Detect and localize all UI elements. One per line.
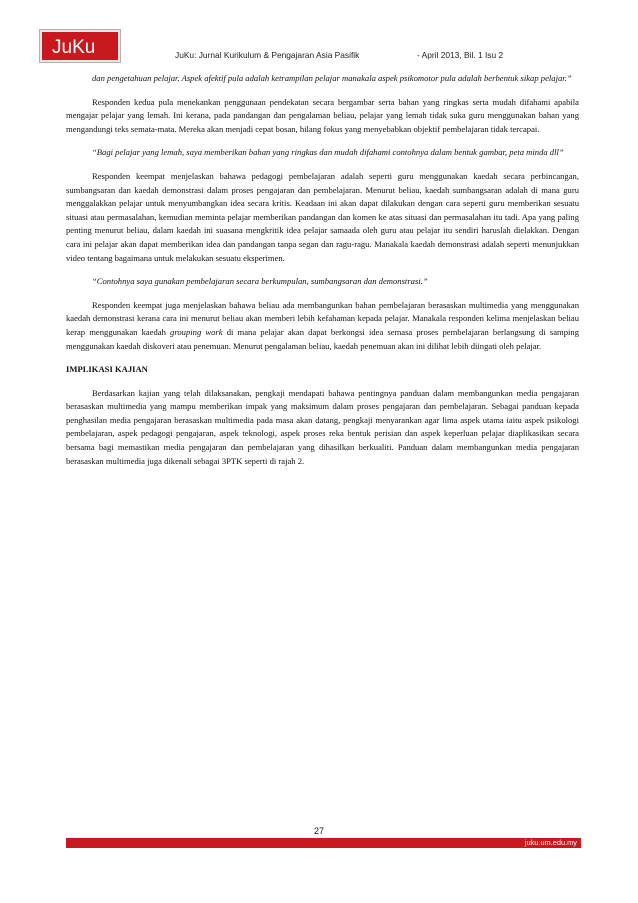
quote-block: dan pengetahuan pelajar. Aspek afektif pula adalah ketrampilan pelajar manakala aspek psikomotor pula adalah berbentuk sikap pelajar.”	[92, 73, 572, 83]
paragraph-text: di mana pelajar akan dapat berkongsi idea semasa proses pembelajaran berlangsung di samping menggunakan kaedah diskoveri atau penemuan. Menurut pengalaman beliau, kaedah penemuan akan ini dilihat lebih diingati oleh pelajar.	[66, 326, 579, 351]
article-body	[66, 72, 579, 468]
logo-text: JuKu	[52, 37, 96, 58]
quote-block: “Contohnya saya gunakan pembelajaran secara berkumpulan, sumbangsaran dan demonstrasi.”	[92, 276, 428, 287]
section-heading: IMPLIKASI KAJIAN	[66, 364, 148, 375]
paragraph-text: Responden keempat juga menjelaskan bahawa beliau ada membangunkan bahan pembelajaran berasaskan multimedia yang menggunakan kaedah demonstrasi kerana cara ini menurut beliau akan memberi lebih kefahaman kepada pelajar. Manakala responden kelima menjelaskan beliau kerap menggunakan kaedah	[66, 299, 579, 337]
page-number: 27	[313, 826, 324, 836]
journal-logo	[40, 30, 120, 62]
journal-title: JuKu: Jurnal Kurikulum & Pengajaran Asia Pasifik	[175, 50, 360, 60]
body-paragraph: Responden keempat menjelaskan bahawa pedagogi pembelajaran adalah seperti guru menggunakan kaedah secara perbincangan, sumbangsaran dan kaedah demonstrasi dalam proses pengajaran dan pembelajaran. Menurut beliau, kaedah sumbangsaran adalah di mana guru menggalakkan pelajar untuk menyumbangkan idea secara kritis. Keadaan ini akan dapat dilakukan dengan cara seperti guru memberikan sesuatu situasi atau permasalahan, kemudian meminta pelajar memberikan pandangan dan komen ke atas situasi dan permasalahan itu tadi. Apa yang paling penting menurut beliau, dalam kaedah ini suasana mengkritik idea pelajar samaada oleh guru atau pelajar itu sendiri haruslah dielakkan. Dengan cara ini pelajar akan dapat memberikan idea dan pandangan tanpa segan dan ragu-ragu. Manakala kaedah demonstrasi adalah seperti menunjukkan video tentang bagaimana untuk melakukan sesuatu eksperimen.	[66, 170, 579, 263]
body-paragraph	[66, 299, 579, 353]
body-paragraph: Berdasarkan kajian yang telah dilaksanakan, pengkaji mendapati bahawa pentingnya panduan dalam membangunkan media pengajaran berasaskan multimedia yang mampu memberikan impak yang maksimum dalam proses pengajaran dan pembelajaran. Sebagai panduan kepada penghasilan media pengajaran berasaskan multimedia pada masa akan datang, pengkaji menyarankan agar lima aspek utama iaitu aspek psikologi pembelajaran, aspek pedagogi pengajaran, aspek teknologi, aspek proses reka bentuk perisian dan aspek keperluan pelajar diaplikasikan secara bersama bagi memastikan media pengajaran dan pembelajaran yang dihasilkan berkualiti. Panduan dalam membangunkan media pengajaran berasaskan multimedia juga dikenali sebagai 3PTK seperti di rajah 2.	[66, 387, 579, 466]
issue-label: - April 2013, Bil. 1 Isu 2	[417, 50, 504, 60]
quote-block: “Bagi pelajar yang lemah, saya memberikan bahan yang ringkas dan mudah difahami contohnya dalam bentuk gambar, peta minda dll”	[92, 147, 564, 158]
footer-bar	[66, 838, 581, 848]
footer-url[interactable]: juku.um.edu.my	[524, 838, 577, 847]
emphasized-term: grouping work	[170, 326, 223, 337]
body-paragraph: Responden kedua pula menekankan penggunaan pendekatan secara bergambar serta bahan yang ringkas serta mudah difahami apabila mengajar pelajar yang lemah. Ini kerana, pada pandangan dan pengalaman beliau, pelajar yang lemah tidak suka guru menggunakan bahan yang mengandungi teks semata-mata. Mereka akan menjadi cepat bosan, hilang fokus yang menyebabkan objektif pembelajaran tidak tercapai.	[66, 96, 579, 134]
